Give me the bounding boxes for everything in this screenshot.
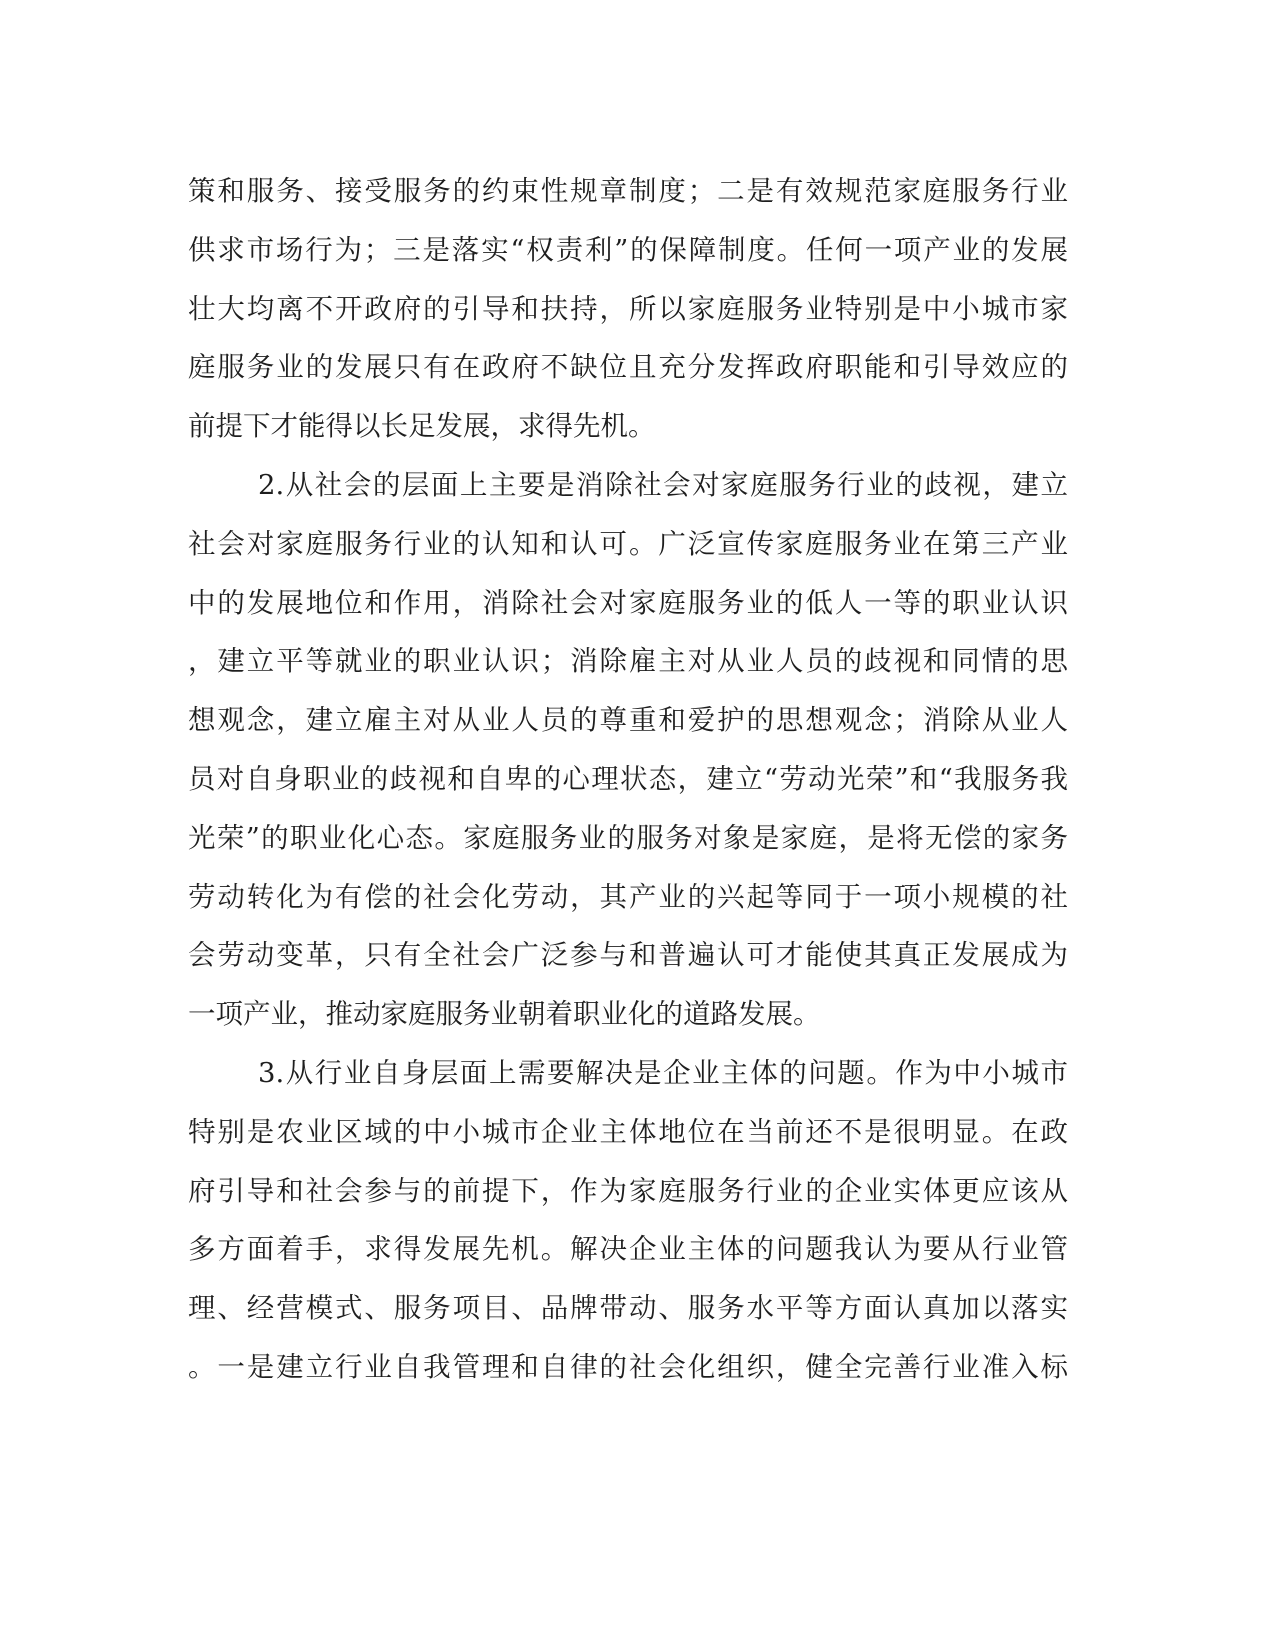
paragraph-line: 理、经营模式、服务项目、品牌带动、服务水平等方面认真加以落实 <box>188 1292 1068 1325</box>
paragraph-1 <box>188 162 1068 456</box>
paragraph-line: 壮大均离不开政府的引导和扶持，所以家庭服务业特别是中小城市家 <box>188 292 1068 325</box>
paragraph-line: 。一是建立行业自我管理和自律的社会化组织，健全完善行业准入标 <box>188 1350 1068 1383</box>
paragraph-line: ，建立平等就业的职业认识；消除雇主对从业人员的歧视和同情的思 <box>188 645 1068 678</box>
paragraph-line: 想观念，建立雇主对从业人员的尊重和爱护的思想观念；消除从业人 <box>188 704 1068 737</box>
paragraph-line: 策和服务、接受服务的约束性规章制度；二是有效规范家庭服务行业 <box>188 175 1068 207</box>
paragraph-line: 多方面着手，求得发展先机。解决企业主体的问题我认为要从行业管 <box>188 1233 1068 1266</box>
paragraph-line: 员对自身职业的歧视和自卑的心理状态，建立“劳动光荣”和“我服务我 <box>188 762 1068 795</box>
paragraph-2 <box>188 456 1068 1044</box>
paragraph-line: 供求市场行为；三是落实“权责利”的保障制度。任何一项产业的发展 <box>188 233 1068 266</box>
paragraph-line: 光荣”的职业化心态。家庭服务业的服务对象是家庭，是将无偿的家务 <box>188 821 1068 854</box>
paragraph-3 <box>188 1044 1068 1397</box>
paragraph-line: 3.从行业自身层面上需要解决是企业主体的问题。作为中小城市 <box>258 1056 1068 1089</box>
paragraph-line: 劳动转化为有偿的社会化劳动，其产业的兴起等同于一项小规模的社 <box>188 880 1068 913</box>
paragraph-line: 会劳动变革，只有全社会广泛参与和普遍认可才能使其真正发展成为 <box>188 939 1068 972</box>
paragraph-line: 社会对家庭服务行业的认知和认可。广泛宣传家庭服务业在第三产业 <box>188 527 1068 560</box>
paragraph-line: 庭服务业的发展只有在政府不缺位且充分发挥政府职能和引导效应的 <box>188 351 1068 384</box>
paragraph-line: 前提下才能得以长足发展，求得先机。 <box>188 410 656 443</box>
paragraph-line: 2.从社会的层面上主要是消除社会对家庭服务行业的歧视，建立 <box>258 468 1068 501</box>
paragraph-line: 一项产业，推动家庭服务业朝着职业化的道路发展。 <box>188 998 821 1031</box>
body-text <box>188 162 1068 1397</box>
paragraph-line: 特别是农业区域的中小城市企业主体地位在当前还不是很明显。在政 <box>188 1115 1068 1148</box>
paragraph-line: 中的发展地位和作用，消除社会对家庭服务业的低人一等的职业认识 <box>188 586 1068 619</box>
paragraph-line: 府引导和社会参与的前提下，作为家庭服务行业的企业实体更应该从 <box>188 1174 1068 1207</box>
